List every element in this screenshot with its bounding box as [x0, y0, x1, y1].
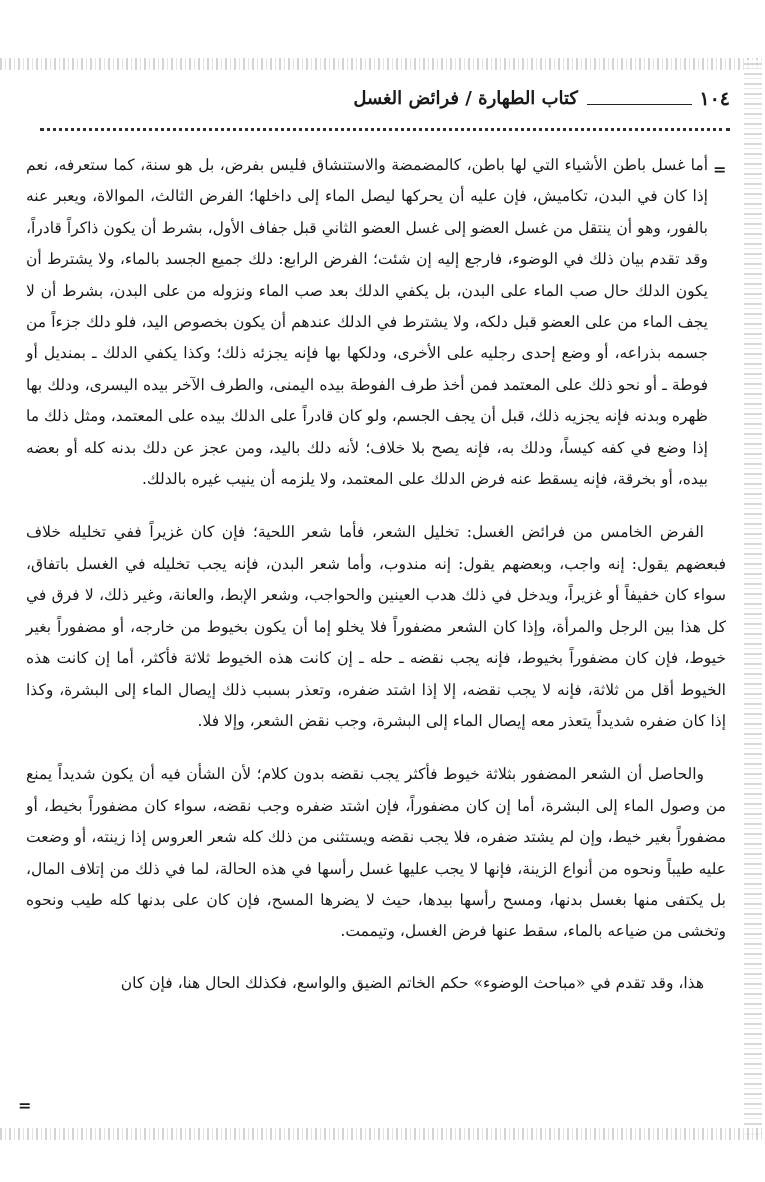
paragraph-4: هذا، وقد تقدم في «مباحث الوضوء» حكم الخاتم الضيق والواسع، فكذلك الحال هنا، فإن كان — [120, 973, 704, 992]
paragraph-3: والحاصل أن الشعر المضفور بثلاثة خيوط فأكثر يجب نقضه بدون كلام؛ لأن الشأن فيه أن يكون شديداً يمنع من وصول الماء إلى البشرة، أما إن كان مضفوراً، فإن اشتد ضفره وجب نقضه، سواء كان مضفوراً بخيط، أو مضفوراً بغير خيط، وإن لم يشتد ضفره، فلا يجب نقضه ويستثنى من ذلك كله شعر العروس إذا زينته، أو وضعت عليه طيباً ونحوه من أنواع الزينة، فإنها لا يجب عليها غسل رأسها في هذه الحالة، لما في ذلك من إتلاف المال، بل يكتفى منها بغسل بدنها، ومسح رأسها بيدها، حيث لا يضرها المسح، فإن كان على بدنها كله طيب ونحوه وتخشى من ضياعه بالماء، سقط عنها فرض الغسل، وتيممت. — [26, 765, 726, 941]
header-rule — [587, 104, 692, 105]
footnote-text — [26, 150, 726, 999]
footnote-continues-marker: = — [18, 1096, 32, 1115]
header-dotted-divider — [40, 128, 730, 131]
footnote-continuation-marker: = — [713, 160, 727, 179]
bottom-decorative-border — [0, 1128, 765, 1140]
paragraph-1: أما غسل باطن الأشياء التي لها باطن، كالمضمضة والاستنشاق فليس بفرض، بل هو سنة، كما ستعرفه، نعم إذا كان في البدن، تكاميش، فإن عليه أن يحركها ليصل الماء إلى داخلها؛ الفرض الثالث، الموالاة، ويعبر عنه بالفور، وهو أن ينتقل من غسل العضو إلى غسل العضو الثاني قبل جفاف الأول، بشرط أن يكون ذاكراً قادراً، وقد تقدم بيان ذلك في الوضوء، فارجع إليه إن شئت؛ الفرض الرابع: دلك جميع الجسد بالماء، ولا يشترط أن يكون الدلك حال صب الماء على البدن، بل يكفي الدلك بعد صب الماء ونزوله من على البدن، بشرط أن لا يجف الماء من على العضو قبل دلكه، ولا يشترط في الدلك عندهم أن يكون بخصوص اليد، فلو دلك جزءاً من جسمه بذراعه، أو وضع إحدى رجليه على الأخرى، ودلكها بها فإنه يجزئه ذلك؛ وكذا يكفي الدلك ـ بمنديل أو فوطة ـ أو نحو ذلك على المعتمد فمن أخذ طرف الفوطة بيده اليمنى، والطرف الآخر بيده اليسرى، ودلك بها ظهره وبدنه فإنه يجزيه ذلك، قبل أن يجف الجسم، ولو كان قادراً على الدلك بيده على المعتمد، ومثل ذلك ما إذا وضع في كفه كيساً، ودلك به، فإنه يصح بلا خلاف؛ لأنه دلك باليد، ومن عجز عن دلك بدنه كله أو بعضه بيده، أو بخرقة، فإنه يسقط عنه فرض الدلك على المعتمد، ولا يلزمه أن ينيب غيره بالدلك. — [26, 156, 708, 489]
paragraph-2: الفرض الخامس من فرائض الغسل: تخليل الشعر، فأما شعر اللحية؛ فإن كان غزيراً ففي تخليله خلاف فبعضهم يقول: إنه واجب، وبعضهم يقول: إنه مندوب، وأما شعر البدن، فإنه يجب تخليله في الغسل باتفاق، سواء كان خفيفاً أو غزيراً، ويدخل في ذلك هدب العينين والحواجب، وشعر الإبط، والعانة، وغير ذلك، لا فرق في كل هذا بين الرجل والمرأة، وإذا كان الشعر مضفوراً فلا يخلو إما أن يكون بخيوط من خارجه، أو مضفوراً بغير خيوط، فإن كان مضفوراً بخيوط، فإنه يجب نقضه ـ حله ـ إن كانت هذه الخيوط ثلاثة فأكثر، أما إن كانت هذه الخيوط أقل من ثلاثة، فإنه لا يجب نقضه، إلا إذا اشتد ضفره، وتعذر بسبب ذلك إيصال الماء إلى البشرة، وكذا إذا كان ضفره شديداً يتعذر معه إيصال الماء إلى البشرة، وجب نقض الشعر، وإلا فلا. — [26, 523, 726, 730]
running-title: كتاب الطهارة / فرائض الغسل — [353, 88, 578, 109]
page-number: ١٠٤ — [699, 88, 730, 110]
page-header — [40, 88, 730, 118]
top-decorative-border — [0, 58, 765, 70]
right-decorative-border — [744, 60, 762, 1135]
